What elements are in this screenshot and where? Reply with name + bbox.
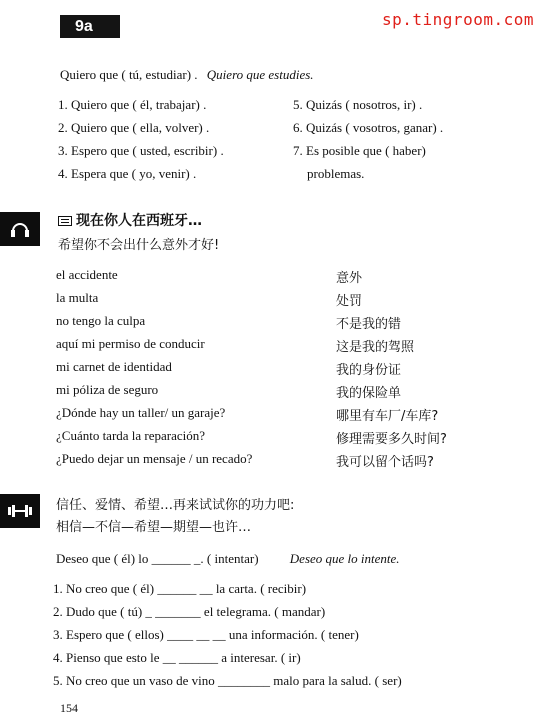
exercise2-example (56, 551, 400, 567)
exercise1-item: problemas. (307, 166, 365, 181)
exercise2-item: 4. Pienso que esto le __ ______ a interesar. ( ir) (53, 650, 301, 665)
vocab-zh: 修理需要多久时间? (336, 432, 447, 447)
vocab-es: ¿Dónde hay un taller/ un garaje? (56, 405, 226, 420)
vocab-zh: 意外 (336, 271, 363, 286)
exercise1-item: 3. Espero que ( usted, escribir) . (58, 143, 224, 158)
exercise1-item: 5. Quizás ( nosotros, ir) . (293, 97, 423, 112)
exercise2-example-answer: Deseo que lo intente. (289, 551, 400, 566)
exercise2-example-prompt: Deseo que ( él) lo ______ _. ( intentar) (56, 551, 259, 566)
vocab-es: aquí mi permiso de conducir (56, 336, 205, 351)
headphones-icon (0, 212, 40, 246)
section-test-subtitle: 相信—不信—希望—期望—也许… (56, 520, 252, 535)
vocab-zh: 我的身份证 (336, 363, 402, 378)
vocab-zh: 这是我的驾照 (336, 340, 415, 355)
exercise1-item: 4. Espera que ( yo, venir) . (58, 166, 197, 181)
section-test-title: 信任、爱情、希望…再来试试你的功力吧: (56, 498, 295, 513)
vocab-es: la multa (56, 290, 99, 305)
exercise2-item: 5. No creo que un vaso de vino ________ malo para la salud. ( ser) (53, 673, 402, 688)
vocab-es: no tengo la culpa (56, 313, 146, 328)
exercise1-example-prompt: Quiero que ( tú, estudiar) . (60, 67, 198, 82)
site-watermark: sp.tingroom.com (382, 10, 534, 29)
exercise1-item: 6. Quizás ( vosotros, ganar) . (293, 120, 444, 135)
exercise1-example-answer: Quiero que estudies. (206, 67, 314, 82)
exercise2-item: 1. No creo que ( él) ______ __ la carta. ( recibir) (53, 581, 307, 596)
section-spain-subtitle: 希望你不会出什么意外才好! (58, 238, 220, 253)
vocab-es: mi carnet de identidad (56, 359, 172, 374)
exercise2-item: 2. Dudo que ( tú) _ _______ el telegrama. ( mandar) (53, 604, 326, 619)
vocab-zh: 我的保险单 (336, 386, 402, 401)
exercise2-item: 3. Espero que ( ellos) ____ __ __ una información. ( tener) (53, 627, 359, 642)
vocab-es: el accidente (56, 267, 118, 282)
exercise1-item: 1. Quiero que ( él, trabajar) . (58, 97, 207, 112)
vocab-es: ¿Cuánto tarda la reparación? (56, 428, 206, 443)
exercise1-example (60, 67, 314, 83)
exercise1-item: 7. Es posible que ( haber) (293, 143, 426, 158)
dumbbell-icon (0, 494, 40, 528)
exercise1-item: 2. Quiero que ( ella, volver) . (58, 120, 210, 135)
vocab-es: mi póliza de seguro (56, 382, 159, 397)
page-number: 154 (60, 701, 78, 715)
vocab-zh: 不是我的错 (336, 317, 402, 332)
vocab-es: ¿Puedo dejar un mensaje / un recado? (56, 451, 253, 466)
section-spain-title (58, 210, 202, 230)
vocab-zh: 哪里有车厂/车库? (336, 409, 439, 424)
section-spain-title-text: 现在你人在西班牙… (76, 213, 202, 229)
section-tab: 9a (60, 15, 120, 38)
vocab-zh: 我可以留个话吗? (336, 455, 434, 470)
vocab-zh: 处罚 (336, 294, 363, 309)
tv-icon (58, 216, 72, 226)
